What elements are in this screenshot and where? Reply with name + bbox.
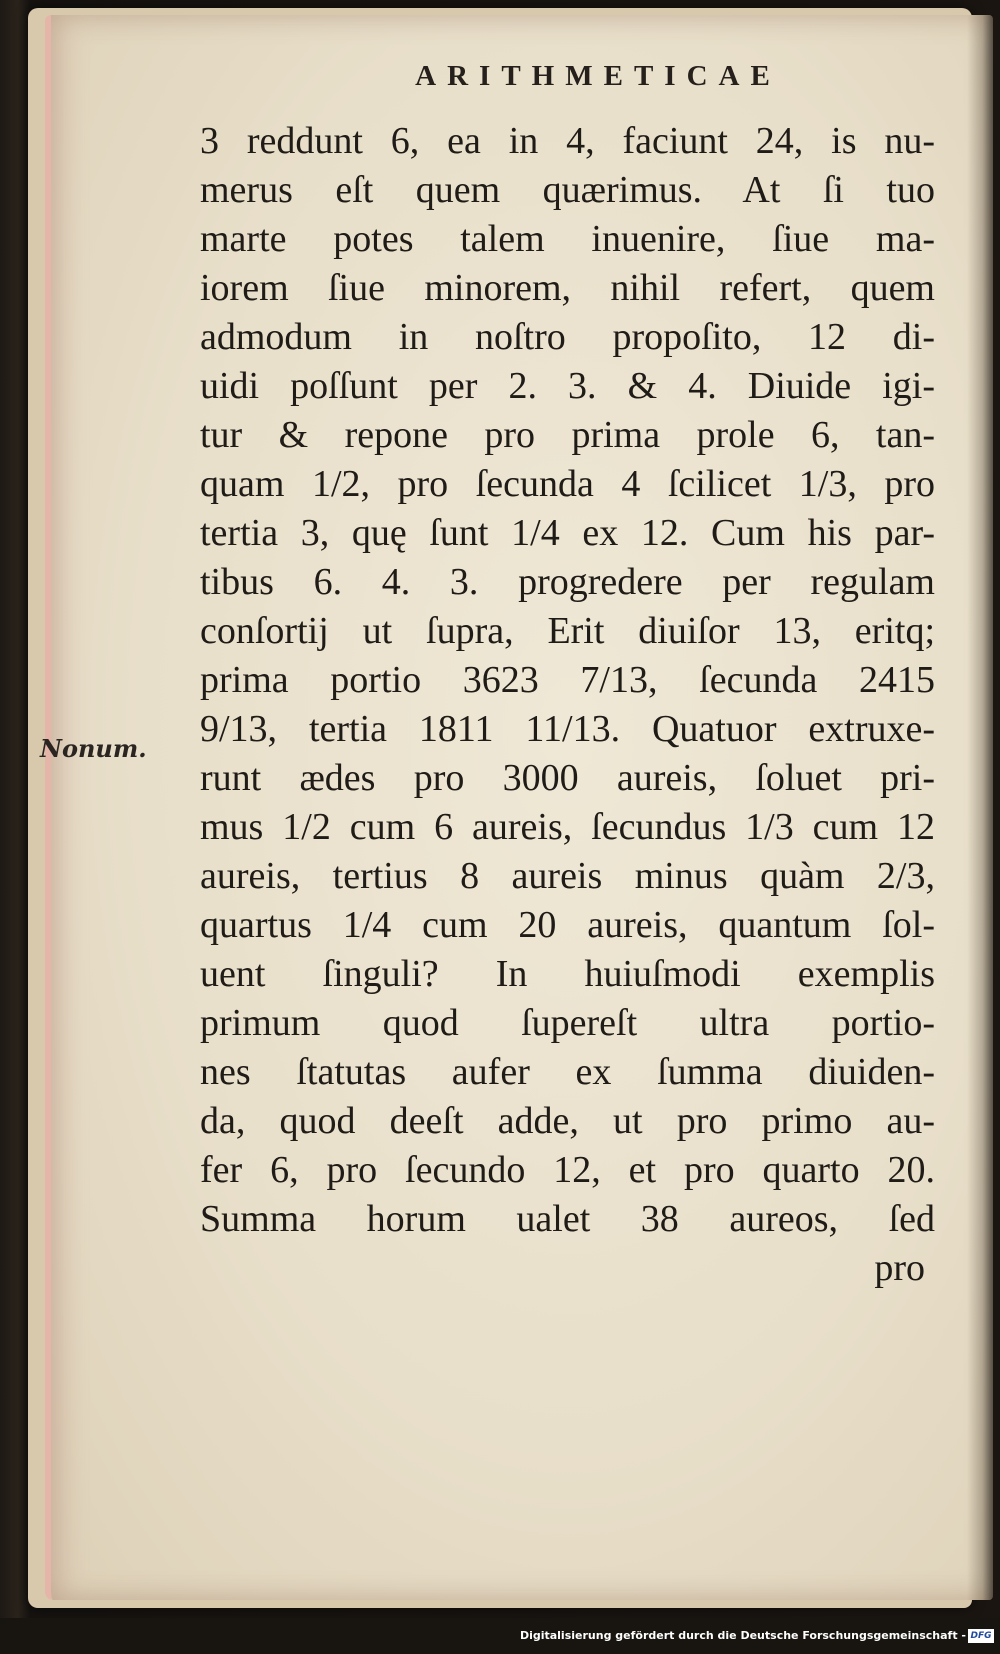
text-line: tertia 3, quę ſunt 1/4 ex 12. Cum his par- [200, 512, 935, 554]
text-line: 9/13, tertia 1811 11/13. Quatuor extruxe- [200, 708, 935, 750]
text-line: iorem ſiue minorem, nihil refert, quem [200, 267, 935, 309]
digitization-credit: Digitalisierung gefördert durch die Deutsche Forschungsgemeinschaft - [519, 1629, 966, 1642]
text-line: mus 1/2 cum 6 aureis, ſecundus 1/3 cum 12 [200, 806, 935, 848]
text-line: tur & repone pro prima prole 6, tan- [200, 414, 935, 456]
running-head: ARITHMETICAE [415, 60, 781, 92]
catchword: pro [874, 1247, 925, 1289]
text-line: merus eſt quem quærimus. At ſi tuo [200, 169, 935, 211]
text-line: primum quod ſupereſt ultra portio- [200, 1002, 935, 1044]
text-line: tibus 6. 4. 3. progredere per regulam [200, 561, 935, 603]
dfg-logo: DFG [968, 1629, 994, 1643]
text-line: quartus 1/4 cum 20 aureis, quantum ſol- [200, 904, 935, 946]
text-line: runt ædes pro 3000 aureis, ſoluet pri- [200, 757, 935, 799]
text-line: fer 6, pro ſecundo 12, et pro quarto 20. [200, 1149, 935, 1191]
text-line: Summa horum ualet 38 aureos, ſed [200, 1198, 935, 1240]
text-line: aureis, tertius 8 aureis minus quàm 2/3, [200, 855, 935, 897]
text-line: conſortij ut ſupra, Erit diuiſor 13, eritq; [200, 610, 935, 652]
text-line: 3 reddunt 6, ea in 4, faciunt 24, is nu- [200, 120, 935, 162]
text-line: da, quod deeſt adde, ut pro primo au- [200, 1100, 935, 1142]
text-line: uent ſinguli? In huiuſmodi exemplis [200, 953, 935, 995]
text-line: uidi poſſunt per 2. 3. & 4. Diuide igi- [200, 365, 935, 407]
gutter-shadow [967, 15, 993, 1600]
text-line: prima portio 3623 7/13, ſecunda 2415 [200, 659, 935, 701]
text-line: admodum in noſtro propoſito, 12 di- [200, 316, 935, 358]
text-line: quam 1/2, pro ſecunda 4 ſcilicet 1/3, pro [200, 463, 935, 505]
text-line: nes ſtatutas aufer ex ſumma diuiden- [200, 1051, 935, 1093]
body-text [200, 117, 935, 1293]
marginal-note: Nonum. [40, 734, 147, 763]
text-line: marte potes talem inuenire, ſiue ma- [200, 218, 935, 260]
